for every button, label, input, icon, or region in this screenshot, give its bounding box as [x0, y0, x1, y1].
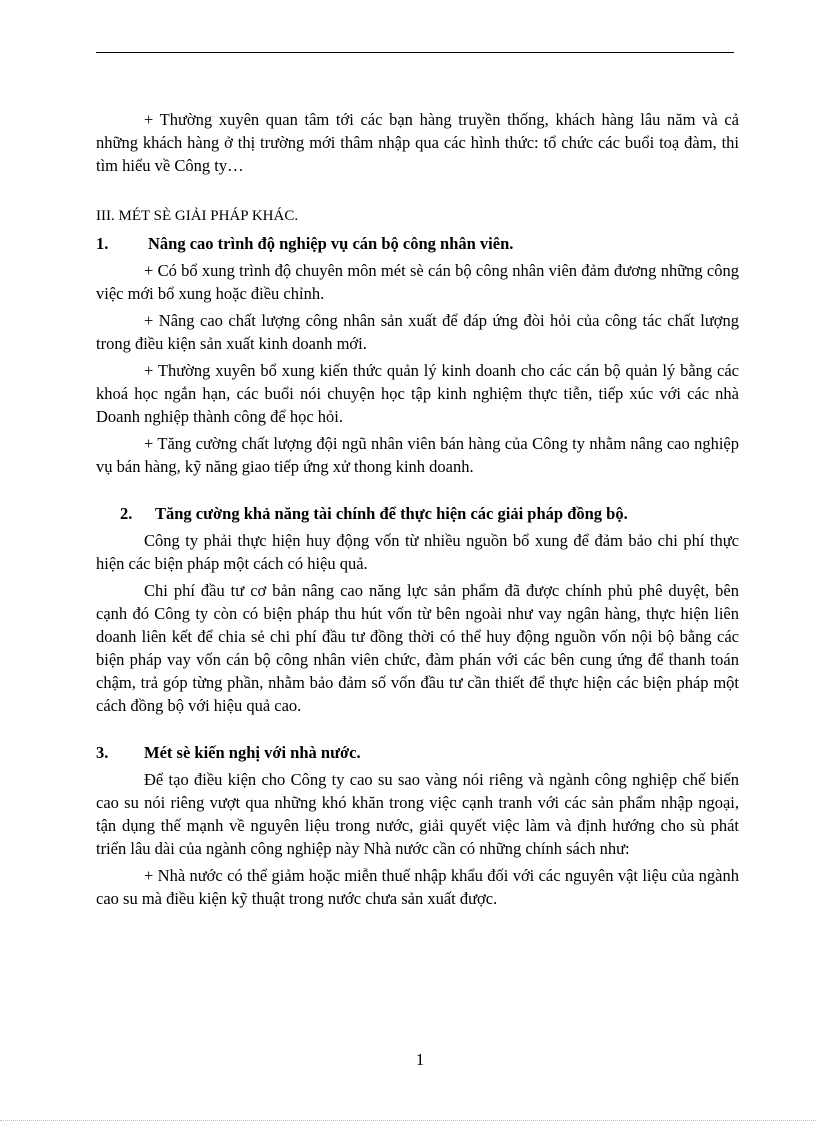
item2-heading [96, 502, 739, 525]
header-rule [96, 52, 734, 53]
item3-heading [96, 741, 739, 764]
item3-heading-text: Mét sè kiến nghị với nhà nước. [144, 743, 361, 762]
item1-paragraph-2: + Nâng cao chất lượng công nhân sản xuất để đáp ứng đòi hỏi của công tác chất lượng trong điều kiện sản xuất kinh doanh mới. [96, 311, 739, 353]
item3-number: 3. [96, 743, 109, 762]
item1-paragraph-4: + Tăng cường chất lượng đội ngũ nhân viên bán hàng của Công ty nhằm nâng cao nghiệp vụ bán hàng, kỹ năng giao tiếp ứng xử thong kinh doanh. [96, 434, 739, 476]
item3-paragraph-2: + Nhà nước có thể giảm hoặc miễn thuế nhập khẩu đối với các nguyên vật liệu của ngành cao su mà điều kiện kỹ thuật trong nước chưa sản xuất được. [96, 866, 739, 908]
item2-paragraph-1: Công ty phải thực hiện huy động vốn từ nhiều nguồn bổ xung để đảm bảo chi phí thực hiện các biện pháp một cách có hiệu quả. [96, 531, 739, 573]
item2-heading-text: Tăng cường khả năng tài chính để thực hiện các giải pháp đồng bộ. [155, 504, 628, 523]
item2-paragraph-2: Chi phí đầu tư cơ bản nâng cao năng lực sản phẩm đã được chính phủ phê duyệt, bên cạnh đó Công ty còn có biện pháp thu hút vốn từ bên ngoài như vay ngân hàng, thực hiện liên doanh liên kết để chia sẻ chi phí đầu tư đồng thời có thể huy động nguồn vốn nội bộ bằng các biện pháp vay vốn cán bộ công nhân viên chức, đàm phán với các bên cung ứng để thanh toán chậm, trả góp từng phần, nhằm bảo đảm số vốn đầu tư cần thiết để thực hiện các biện pháp một cách đồng bộ với hiệu quả cao. [96, 581, 739, 715]
item1-paragraph-1: + Có bổ xung trình độ chuyên môn mét sè cán bộ công nhân viên đảm đương những công việc mới bổ xung hoặc điều chỉnh. [96, 261, 739, 303]
section-title: III. MÉT SÈ GIẢI PHÁP KHÁC. [96, 208, 299, 224]
item1-heading-text: Nâng cao trình độ nghiệp vụ cán bộ công nhân viên. [148, 234, 514, 253]
item2-number: 2. [120, 504, 133, 523]
page-body [96, 108, 739, 910]
page-number: 1 [415, 1050, 425, 1069]
item1-paragraph-3: + Thường xuyên bổ xung kiến thức quản lý kinh doanh cho các cán bộ quản lý bằng các khoá học ngắn hạn, các buổi nói chuyện học tập kinh nghiệm thực tiễn, tiếp xúc với các nhà Doanh nghiệp thành công để học hỏi. [96, 361, 739, 426]
item1-number: 1. [96, 234, 109, 253]
intro-paragraph: + Thường xuyên quan tâm tới các bạn hàng truyền thống, khách hàng lâu năm và cả những khách hàng ở thị trường mới thâm nhập qua các hình thức: tổ chức các buổi toạ đàm, thi tìm hiểu về Công ty… [96, 110, 739, 175]
item3-paragraph-1: Để tạo điều kiện cho Công ty cao su sao vàng nói riêng và ngành công nghiệp chế biến cao su nói riêng vượt qua những khó khăn trong việc cạnh tranh với các sản phẩm nhập ngoại, tận dụng thế mạnh về nguyên liệu trong nước, giải quyết việc làm và định hướng cho sù phát triển lâu dài của ngành công nghiệp này Nhà nước cần có những chính sách như: [96, 770, 739, 858]
page-bottom-border [0, 1120, 816, 1121]
item1-heading [96, 232, 739, 255]
